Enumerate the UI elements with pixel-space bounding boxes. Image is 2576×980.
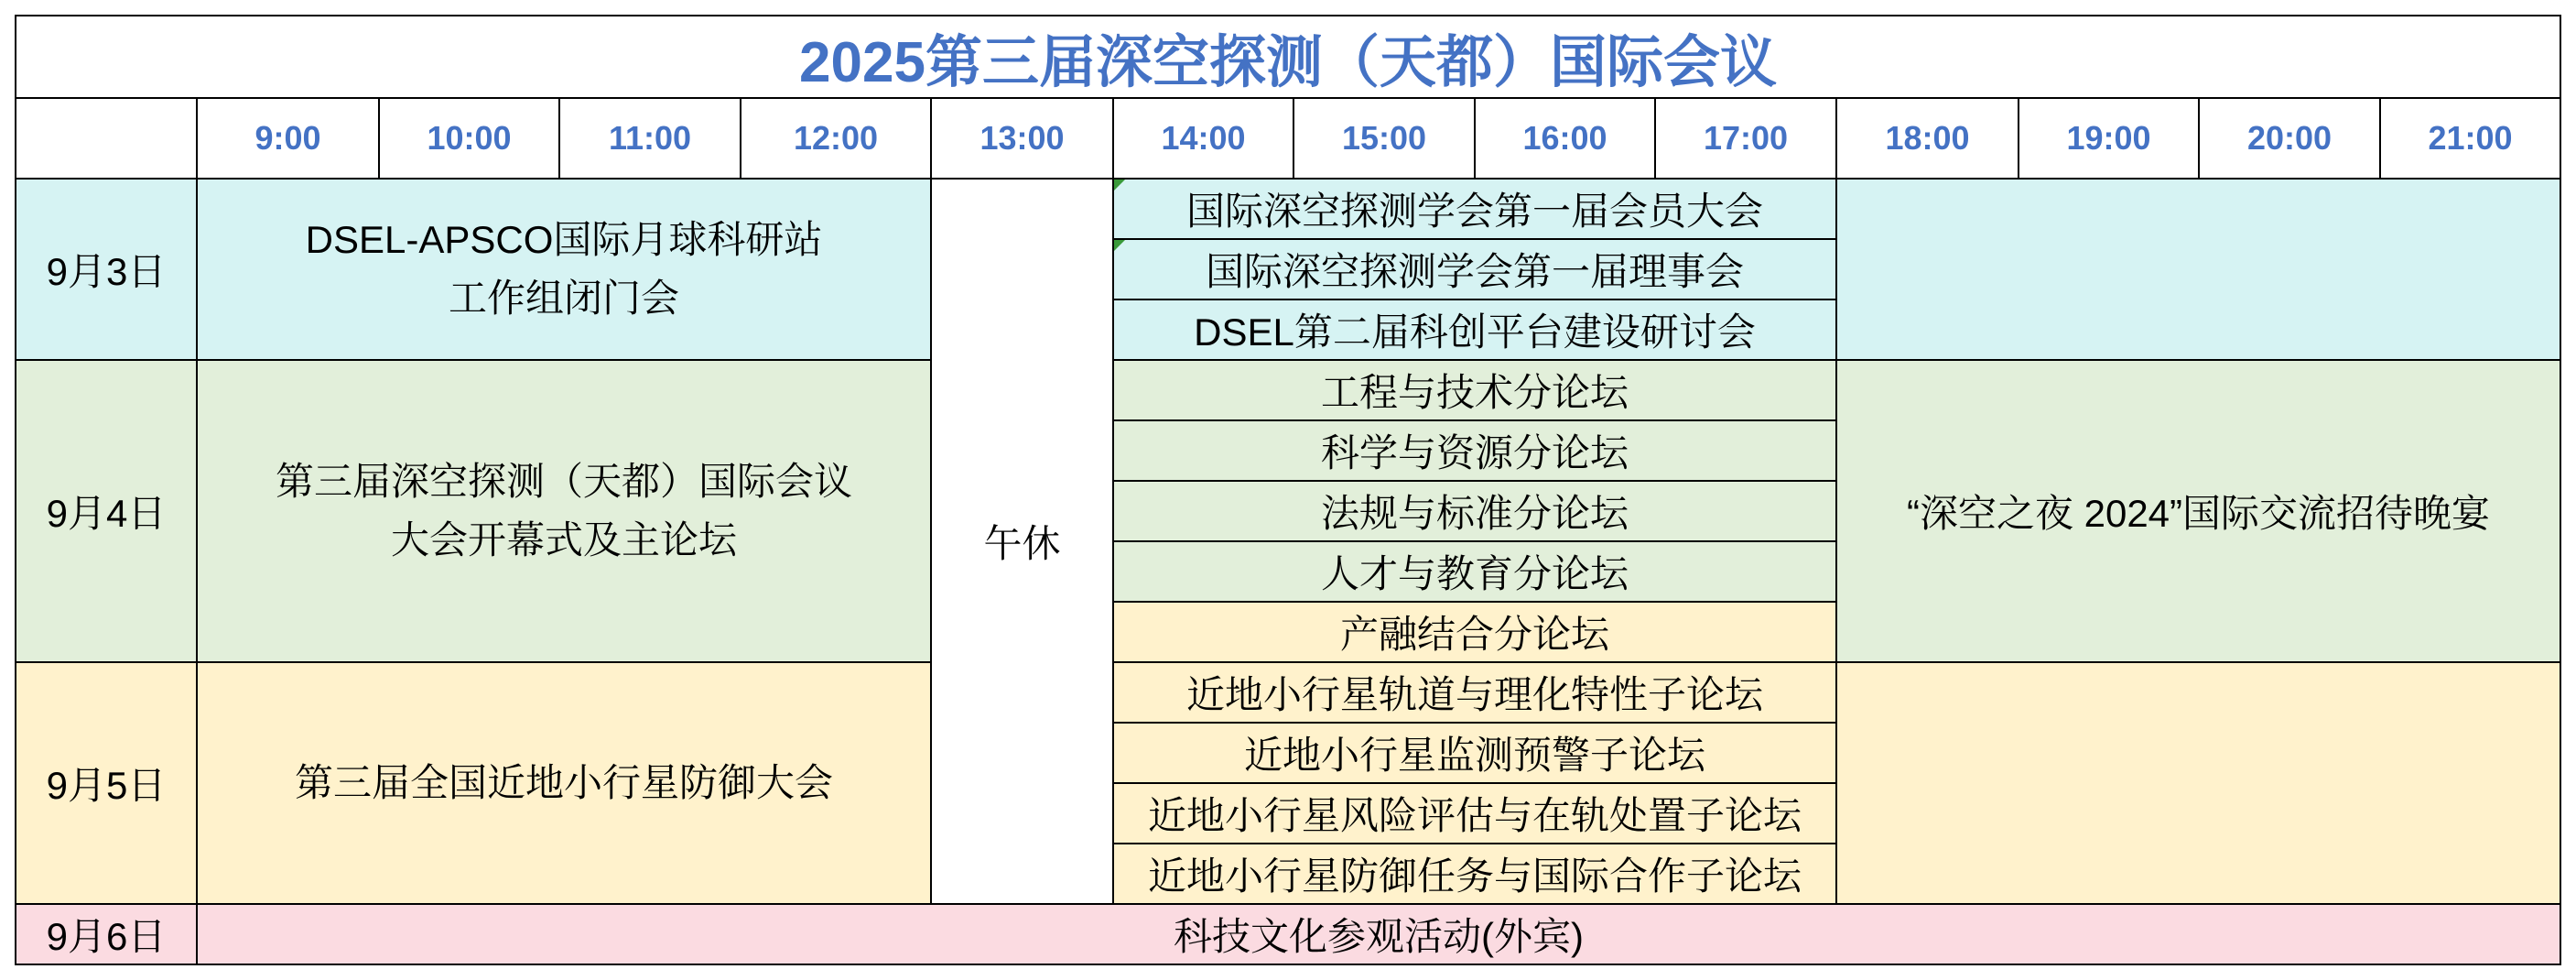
date-cell-sep-6: 9月6日 — [16, 905, 198, 965]
schedule-title: 2025第三届深空探测（天都）国际会议 — [16, 16, 2561, 99]
afternoon-session-sep-5-4: 近地小行星防御任务与国际合作子论坛 — [1114, 844, 1837, 905]
comment-indicator-icon — [1114, 180, 1125, 191]
time-header-1300: 13:00 — [932, 99, 1114, 180]
afternoon-session-sep-4-5: 产融结合分论坛 — [1114, 603, 1837, 663]
morning-session-sep-4 — [198, 361, 932, 663]
full-day-activity-sep-6: 科技文化参观活动(外宾) — [198, 905, 2561, 965]
afternoon-session-sep-3-2 — [1114, 240, 1837, 300]
afternoon-session-sep-3-3: DSEL第二届科创平台建设研讨会 — [1114, 300, 1837, 361]
afternoon-session-sep-4-1: 工程与技术分论坛 — [1114, 361, 1837, 421]
morning-session-line: 第三届深空探测（天都）国际会议 — [275, 460, 852, 503]
evening-session-sep-4: “深空之夜 2024”国际交流招待晚宴 — [1837, 361, 2561, 663]
morning-session-sep-3 — [198, 180, 932, 361]
afternoon-session-sep-5-1: 近地小行星轨道与理化特性子论坛 — [1114, 663, 1837, 724]
morning-session-line: DSEL-APSCO国际月球科研站 — [305, 218, 823, 261]
time-header-2000: 20:00 — [2200, 99, 2381, 180]
afternoon-session-sep-4-3: 法规与标准分论坛 — [1114, 482, 1837, 542]
morning-session-line: 大会开幕式及主论坛 — [390, 518, 737, 561]
morning-session-line: 工作组闭门会 — [448, 277, 679, 320]
date-cell-sep-5: 9月5日 — [16, 663, 198, 905]
time-header-1200: 12:00 — [741, 99, 932, 180]
lunch-break-cell: 午休 — [932, 180, 1114, 905]
time-header-1000: 10:00 — [380, 99, 560, 180]
afternoon-session-sep-4-2: 科学与资源分论坛 — [1114, 421, 1837, 482]
afternoon-session-sep-5-3: 近地小行星风险评估与在轨处置子论坛 — [1114, 784, 1837, 844]
time-header-1800: 18:00 — [1837, 99, 2019, 180]
comment-indicator-icon — [1114, 240, 1125, 251]
afternoon-session-label: 国际深空探测学会第一届理事会 — [1205, 250, 1744, 293]
time-header-1100: 11:00 — [560, 99, 741, 180]
schedule-table — [15, 15, 2561, 965]
time-header-1400: 14:00 — [1114, 99, 1294, 180]
time-header-1500: 15:00 — [1294, 99, 1476, 180]
afternoon-session-label: 国际深空探测学会第一届会员大会 — [1185, 190, 1763, 233]
morning-session-line: 第三届全国近地小行星防御大会 — [294, 761, 833, 804]
afternoon-session-sep-3-1 — [1114, 180, 1837, 240]
evening-session-sep-5 — [1837, 663, 2561, 905]
header-corner-cell — [16, 99, 198, 180]
date-cell-sep-3: 9月3日 — [16, 180, 198, 361]
date-cell-sep-4: 9月4日 — [16, 361, 198, 663]
time-header-1700: 17:00 — [1656, 99, 1837, 180]
afternoon-session-sep-4-4: 人才与教育分论坛 — [1114, 542, 1837, 603]
afternoon-session-sep-5-2: 近地小行星监测预警子论坛 — [1114, 724, 1837, 784]
time-header-1600: 16:00 — [1476, 99, 1656, 180]
evening-session-sep-3 — [1837, 180, 2561, 361]
time-header-2100: 21:00 — [2381, 99, 2561, 180]
time-header-0900: 9:00 — [198, 99, 380, 180]
time-header-1900: 19:00 — [2019, 99, 2200, 180]
morning-session-sep-5 — [198, 663, 932, 905]
